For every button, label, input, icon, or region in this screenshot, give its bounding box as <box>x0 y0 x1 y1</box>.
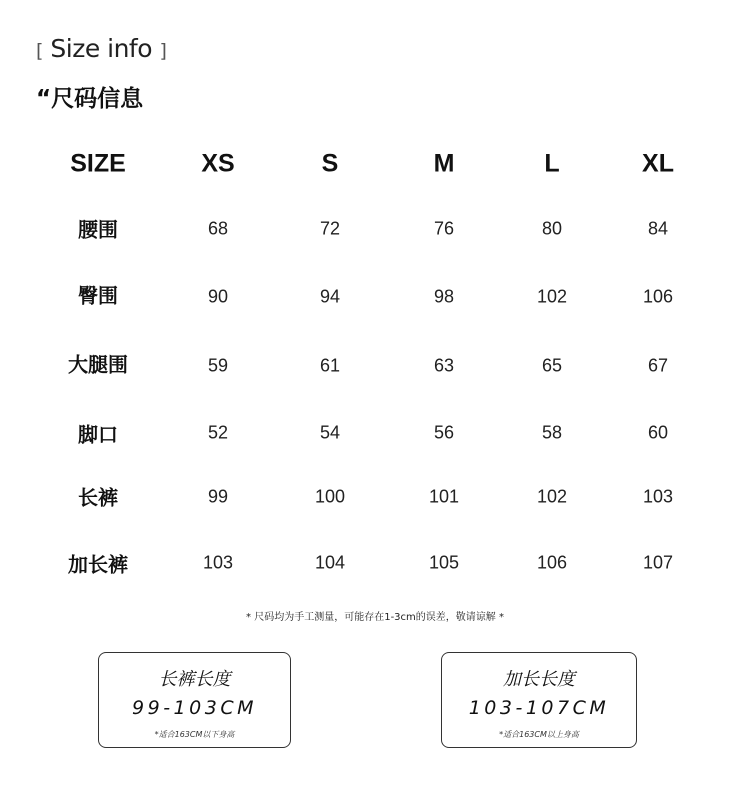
table-cell: 84 <box>647 218 669 239</box>
card-title: 加长长度 <box>503 669 575 690</box>
table-cell: 59 <box>207 355 229 376</box>
card-long-pants-length <box>98 652 291 748</box>
table-cell: 80 <box>541 218 563 239</box>
table-cell: 106 <box>536 552 568 573</box>
page-title: “尺码信息 <box>36 86 144 112</box>
row-label-waist: 腰围 <box>78 217 118 242</box>
row-label-extended-pants: 加长裤 <box>68 552 128 577</box>
row-label-long-pants: 长裤 <box>78 485 118 510</box>
header-l: L <box>544 149 560 178</box>
card-note: *适合163CM以上身高 <box>499 730 579 739</box>
header-xs: XS <box>201 149 235 178</box>
header-size: SIZE <box>70 149 126 178</box>
table-cell: 61 <box>319 355 341 376</box>
table-cell: 60 <box>647 422 669 443</box>
table-cell: 105 <box>428 552 460 573</box>
table-cell: 63 <box>433 355 455 376</box>
table-cell: 100 <box>314 486 346 507</box>
section-eyebrow <box>36 34 166 63</box>
table-cell: 65 <box>541 355 563 376</box>
table-cell: 102 <box>536 286 568 307</box>
row-label-hem: 脚口 <box>78 422 118 447</box>
row-label-thigh: 大腿围 <box>68 352 128 377</box>
open-bracket: [ <box>36 40 43 62</box>
header-xl: XL <box>642 149 674 178</box>
close-bracket: ] <box>159 40 167 62</box>
table-cell: 104 <box>314 552 346 573</box>
eyebrow-text: Size info <box>50 34 153 63</box>
table-cell: 107 <box>642 552 674 573</box>
table-cell: 106 <box>642 286 674 307</box>
table-cell: 101 <box>428 486 460 507</box>
header-m: M <box>433 149 455 178</box>
table-cell: 54 <box>319 422 341 443</box>
table-cell: 102 <box>536 486 568 507</box>
table-cell: 99 <box>207 486 229 507</box>
table-cell: 72 <box>319 218 341 239</box>
table-cell: 58 <box>541 422 563 443</box>
card-range: 99-103CM <box>132 697 257 719</box>
card-extended-length <box>441 652 637 748</box>
table-cell: 56 <box>433 422 455 443</box>
table-cell: 98 <box>433 286 455 307</box>
card-range: 103-107CM <box>468 697 610 719</box>
table-cell: 76 <box>433 218 455 239</box>
table-cell: 103 <box>642 486 674 507</box>
card-title: 长裤长度 <box>158 669 231 690</box>
table-cell: 94 <box>319 286 341 307</box>
table-cell: 103 <box>202 552 234 573</box>
table-cell: 68 <box>207 218 229 239</box>
table-cell: 52 <box>207 422 229 443</box>
row-label-hip: 臀围 <box>78 283 118 308</box>
table-cell: 90 <box>207 286 229 307</box>
table-cell: 67 <box>647 355 669 376</box>
card-note: *适合163CM以下身高 <box>154 730 235 739</box>
header-s: S <box>321 149 339 178</box>
measurement-note: * 尺码均为手工测量，可能存在1-3cm的误差，敬请谅解 * <box>246 612 504 623</box>
